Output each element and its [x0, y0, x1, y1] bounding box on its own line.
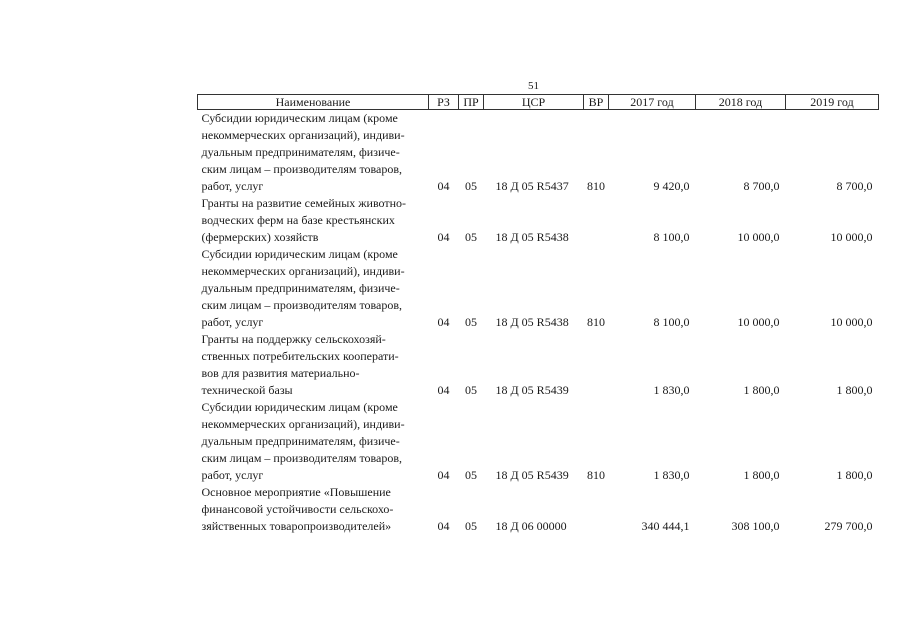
row-rz: 04 [437, 383, 450, 397]
row-rz: 04 [437, 468, 450, 482]
row-vr: 810 [587, 315, 605, 329]
row-pr: 05 [465, 383, 477, 397]
table-body [198, 110, 879, 536]
row-csr: 18 Д 05 R5439 [495, 383, 569, 397]
row-value-2018: 1 800,0 [743, 383, 780, 397]
row-rz: 04 [437, 315, 450, 329]
row-name-line: вов для развития материально- [201, 366, 360, 380]
row-name-line: Субсидии юридическим лицам (кроме [201, 247, 398, 261]
row-name-line: работ, услуг [201, 468, 264, 482]
page-number: 51 [528, 80, 539, 92]
header-2018: 2018 год [696, 95, 786, 110]
row-csr: 18 Д 05 R5437 [495, 179, 569, 193]
row-name [198, 399, 429, 484]
row-csr: 18 Д 05 R5439 [495, 468, 569, 482]
row-value-2017: 8 100,0 [653, 315, 690, 329]
row-value-2018: 8 700,0 [743, 179, 780, 193]
row-pr: 05 [465, 179, 477, 193]
row-value-2017: 8 100,0 [653, 230, 690, 244]
row-name [198, 195, 429, 246]
row-value-2019: 1 800,0 [836, 383, 873, 397]
header-vr: ВР [584, 95, 609, 110]
row-name-line: дуальным предпринимателям, физиче- [201, 434, 400, 448]
row-name-line: дуальным предпринимателям, физиче- [201, 145, 400, 159]
row-value-2019: 279 700,0 [824, 519, 873, 533]
row-value-2019: 8 700,0 [836, 179, 873, 193]
row-vr [584, 195, 609, 246]
row-rz: 04 [437, 179, 450, 193]
row-value-2019: 1 800,0 [836, 468, 873, 482]
row-pr: 05 [465, 519, 477, 533]
row-value-2017: 9 420,0 [653, 179, 690, 193]
header-row [198, 95, 879, 110]
row-name-line: Гранты на развитие семейных животно- [201, 196, 407, 210]
row-value-2018: 10 000,0 [737, 230, 780, 244]
row-value-2019: 10 000,0 [830, 315, 873, 329]
row-name-line: зяйственных товаропроизводителей» [201, 519, 392, 533]
row-vr [584, 484, 609, 535]
row-name-line: Субсидии юридическим лицам (кроме [201, 400, 398, 414]
header-rz: РЗ [429, 95, 459, 110]
row-name-line: ским лицам – производителям товаров, [201, 162, 403, 176]
row-value-2018: 1 800,0 [743, 468, 780, 482]
table-row [198, 195, 879, 246]
row-pr: 05 [465, 230, 477, 244]
row-csr: 18 Д 05 R5438 [495, 315, 569, 329]
row-pr: 05 [465, 315, 477, 329]
row-name-line: некоммерческих организаций), индиви- [201, 264, 405, 278]
row-value-2017: 340 444,1 [641, 519, 690, 533]
row-vr: 810 [587, 179, 605, 193]
row-value-2019: 10 000,0 [830, 230, 873, 244]
row-name-line: финансовой устойчивости сельскохо- [201, 502, 394, 516]
table-header [198, 95, 879, 110]
row-value-2018: 308 100,0 [731, 519, 780, 533]
row-name-line: ским лицам – производителям товаров, [201, 298, 403, 312]
row-pr: 05 [465, 468, 477, 482]
row-rz: 04 [437, 519, 450, 533]
row-name [198, 110, 429, 196]
table-row [198, 110, 879, 196]
table-row [198, 484, 879, 535]
row-name-line: (фермерских) хозяйств [201, 230, 319, 244]
row-name-line: некоммерческих организаций), индиви- [201, 417, 405, 431]
row-csr: 18 Д 05 R5438 [495, 230, 569, 244]
row-name-line: ским лицам – производителям товаров, [201, 451, 403, 465]
row-name-line: дуальным предпринимателям, физиче- [201, 281, 400, 295]
table-row [198, 331, 879, 399]
row-name-line: Субсидии юридическим лицам (кроме [201, 111, 398, 125]
row-rz: 04 [437, 230, 450, 244]
header-pr: ПР [459, 95, 484, 110]
row-vr [584, 331, 609, 399]
row-value-2017: 1 830,0 [653, 468, 690, 482]
header-csr: ЦСР [484, 95, 584, 110]
table-row [198, 399, 879, 484]
row-name [198, 484, 429, 535]
row-value-2018: 10 000,0 [737, 315, 780, 329]
row-name-line: Гранты на поддержку сельскохозяй- [201, 332, 386, 346]
row-value-2017: 1 830,0 [653, 383, 690, 397]
row-name-line: Основное мероприятие «Повышение [201, 485, 391, 499]
header-name: Наименование [198, 95, 429, 110]
row-vr: 810 [587, 468, 605, 482]
row-name-line: технической базы [201, 383, 293, 397]
row-name [198, 331, 429, 399]
row-name-line: водческих ферм на базе крестьянских [201, 213, 395, 227]
table-row [198, 246, 879, 331]
budget-table [197, 94, 879, 535]
row-name [198, 246, 429, 331]
row-name-line: работ, услуг [201, 179, 264, 193]
row-csr: 18 Д 06 00000 [495, 519, 567, 533]
row-name-line: ственных потребительских кооперати- [201, 349, 399, 363]
header-2017: 2017 год [609, 95, 696, 110]
header-2019: 2019 год [786, 95, 879, 110]
row-name-line: работ, услуг [201, 315, 264, 329]
row-name-line: некоммерческих организаций), индиви- [201, 128, 405, 142]
